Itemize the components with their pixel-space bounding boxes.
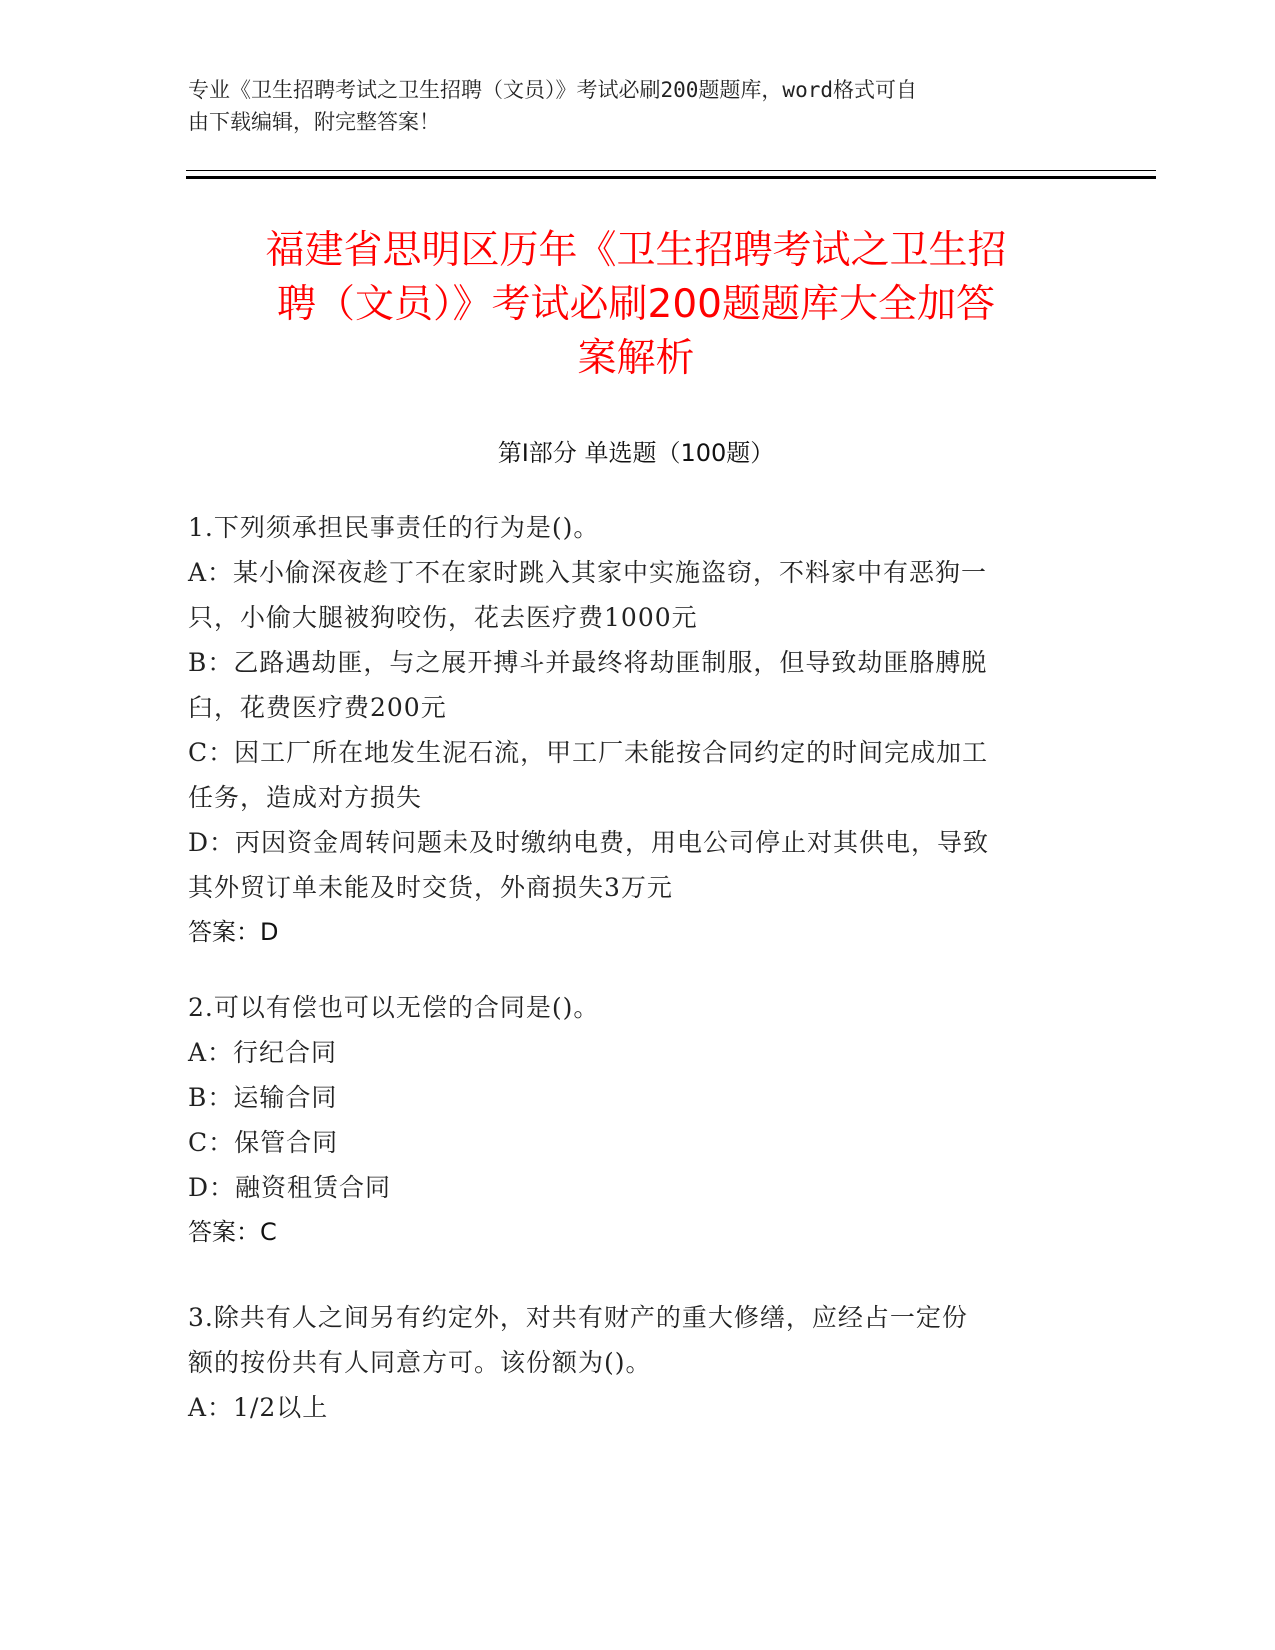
title-line: 聘（文员）》考试必刷200题题库大全加答 [277, 282, 995, 327]
question-stem: 3.除共有人之间另有约定外，对共有财产的重大修缮，应经占一定份 [188, 1303, 968, 1332]
option-a: A：1/2以上 [188, 1393, 329, 1422]
question-stem: 额的按份共有人同意方可。该份额为()。 [188, 1348, 652, 1377]
option-b: B：运输合同 [188, 1083, 338, 1112]
option-a [188, 550, 1088, 640]
option-d: D：融资租赁合同 [188, 1173, 392, 1202]
option-c: C：保管合同 [188, 1128, 339, 1157]
title-line: 福建省思明区历年《卫生招聘考试之卫生招 [265, 228, 1007, 273]
question-stem: 2.可以有偿也可以无偿的合同是()。 [188, 993, 600, 1022]
option-line: A：某小偷深夜趁丁不在家时跳入其家中实施盗窃，不料家中有恶狗一 [188, 558, 988, 587]
option-a: A：行纪合同 [188, 1038, 338, 1067]
option-c [188, 730, 1088, 820]
title-line: 案解析 [577, 336, 695, 381]
option-line: D：丙因资金周转问题未及时缴纳电费，用电公司停止对其供电，导致 [188, 828, 990, 857]
answer-label: 答案：C [188, 1218, 277, 1246]
question-3 [188, 1295, 1088, 1430]
header-note [188, 74, 1088, 138]
question-2 [188, 985, 1088, 1255]
header-divider-thick [186, 176, 1156, 179]
header-note-line: 由下载编辑，附完整答案！ [188, 110, 440, 134]
document-title [186, 224, 1086, 386]
option-b [188, 640, 1088, 730]
option-line: 任务，造成对方损失 [188, 783, 423, 812]
question-1 [188, 505, 1088, 955]
option-line: 只，小偷大腿被狗咬伤，花去医疗费1000元 [188, 603, 698, 632]
option-d [188, 820, 1088, 910]
header-divider-thin [186, 170, 1156, 171]
option-line: B：乙路遇劫匪，与之展开搏斗并最终将劫匪制服，但导致劫匪胳膊脱 [188, 648, 988, 677]
option-line: 臼，花费医疗费200元 [188, 693, 447, 722]
question-stem: 1.下列须承担民事责任的行为是()。 [188, 513, 600, 542]
answer-label: 答案：D [188, 918, 279, 946]
header-note-line: 专业《卫生招聘考试之卫生招聘（文员）》考试必刷200题题库，word格式可自 [188, 78, 917, 102]
option-line: C：因工厂所在地发生泥石流，甲工厂未能按合同约定的时间完成加工 [188, 738, 989, 767]
section-heading: 第Ⅰ部分 单选题（100题） [497, 439, 775, 467]
option-line: 其外贸订单未能及时交货，外商损失3万元 [188, 873, 673, 902]
